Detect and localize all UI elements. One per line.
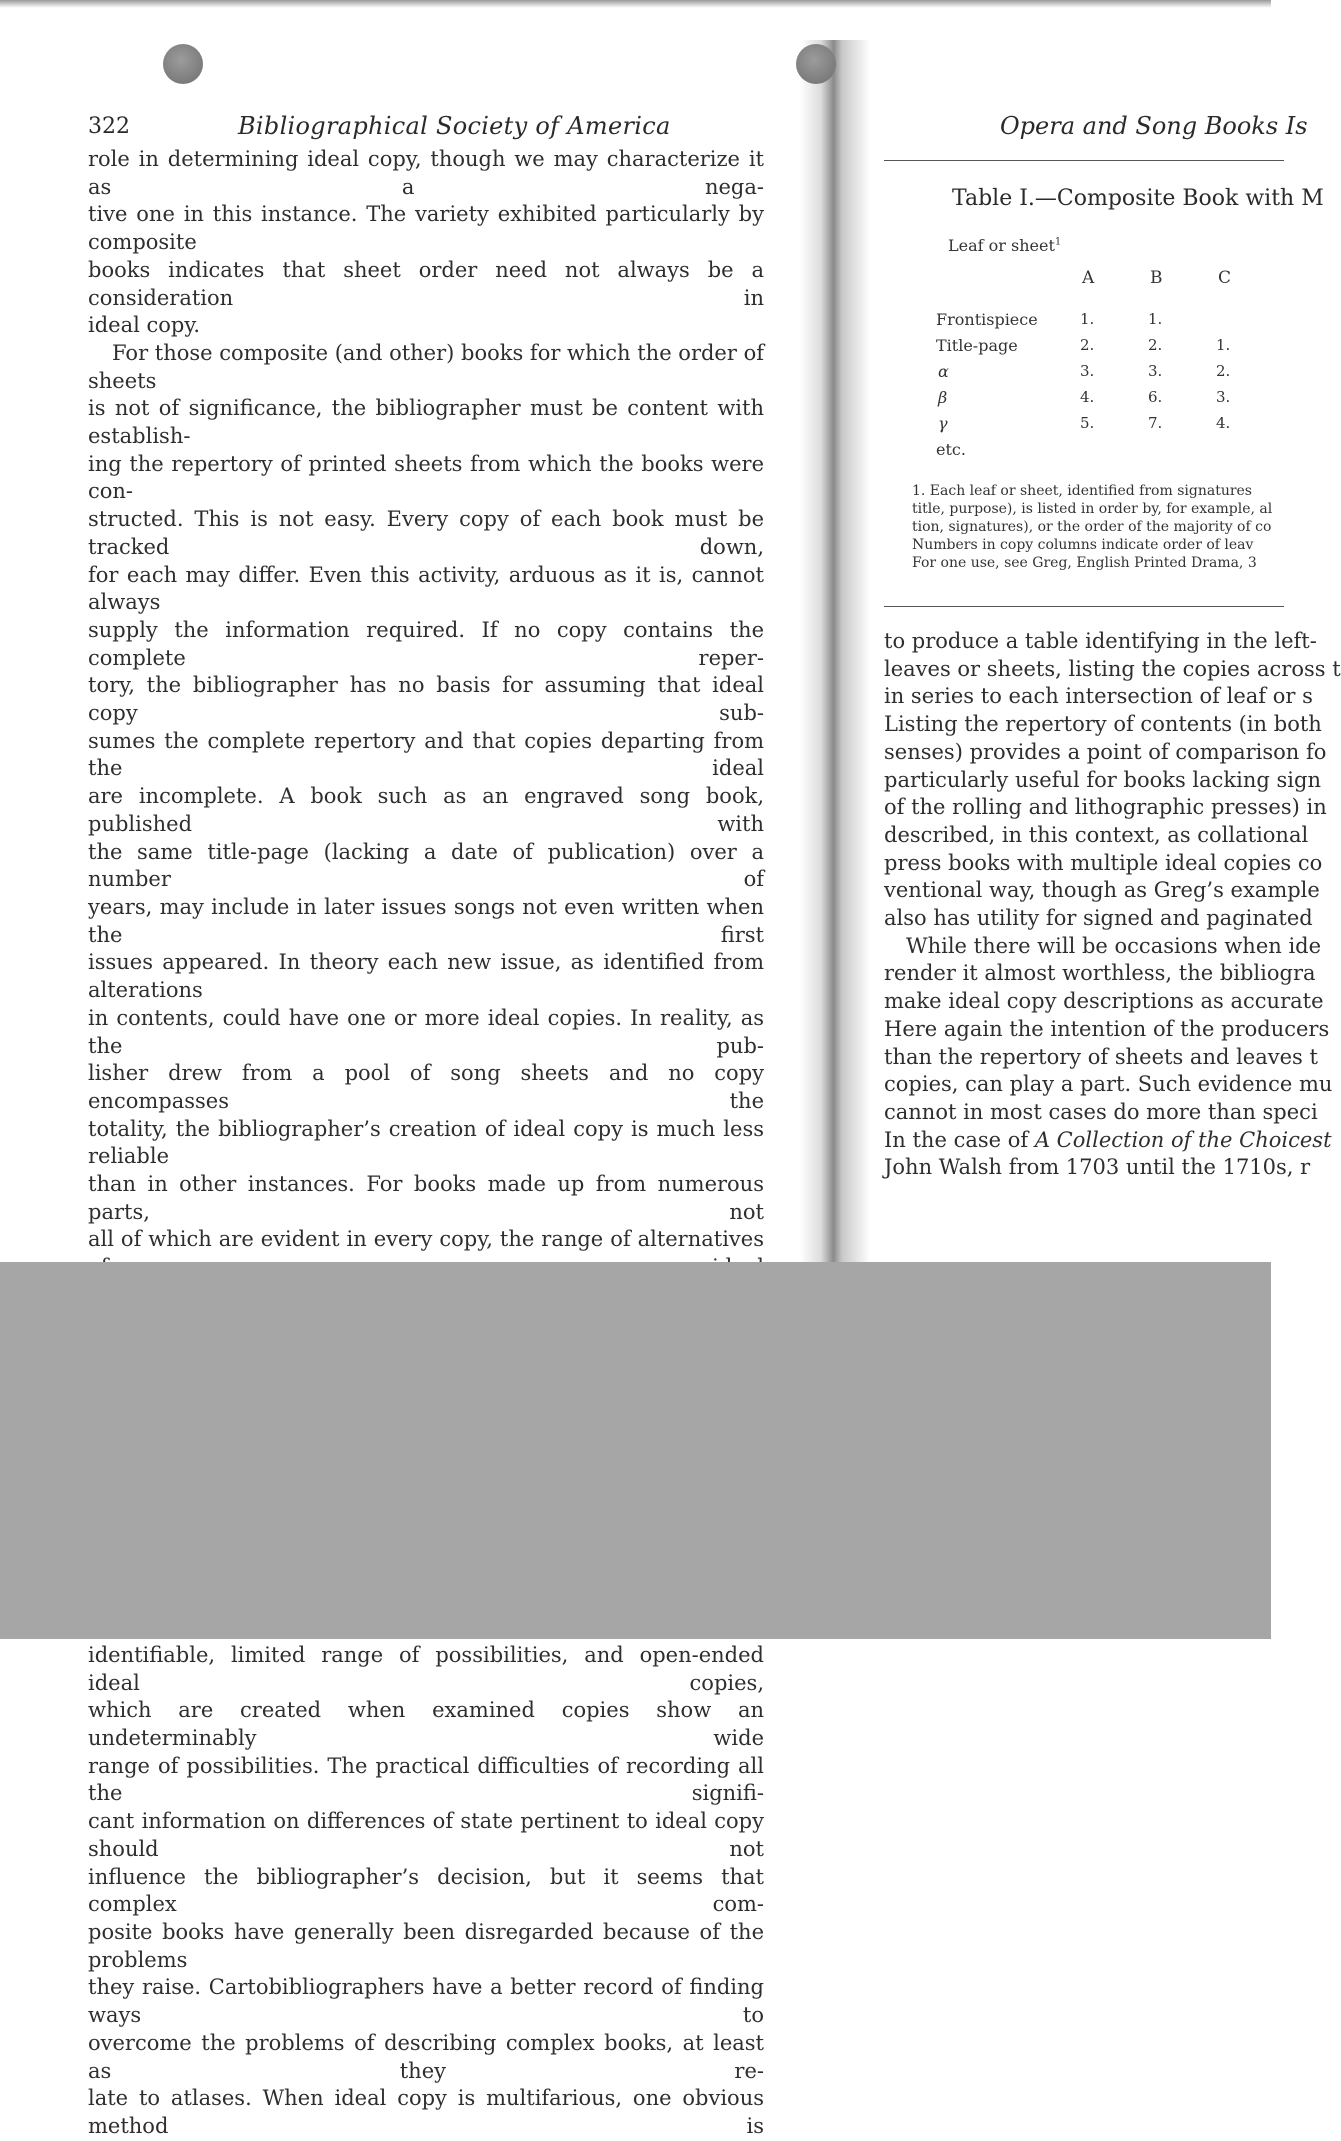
column-header: B — [1150, 268, 1163, 288]
right-page-header — [884, 108, 1308, 156]
punch-hole-right — [796, 44, 836, 84]
text-line: in series to each intersection of leaf or s — [884, 684, 1313, 709]
table-cell: 3. — [1148, 362, 1163, 380]
text-line: all of which are evident in every copy, the range of alternatives — [88, 1227, 764, 1252]
table-cell: 1. — [1148, 310, 1163, 328]
table-cell: 2. — [1080, 336, 1095, 354]
table-cell: 5. — [1080, 414, 1095, 432]
text-line: While there will be occasions when ide — [906, 933, 1322, 958]
text-line: overcome the problems of describing complex books, at least as they re- — [88, 2030, 764, 2083]
text-line: issues appeared. In theory each new issue, as identified from alterations — [88, 950, 764, 1003]
running-title: Bibliographical Society of America — [238, 112, 671, 140]
left-page-header — [88, 108, 764, 146]
text-line: sumes the complete repertory and that copies departing from the ideal — [88, 728, 764, 781]
table-cell: 4. — [1080, 388, 1095, 406]
table-cell: 3. — [1080, 362, 1095, 380]
text-line: John Walsh from 1703 until the 1710s, r — [884, 1155, 1311, 1180]
text-line: role in determining ideal copy, though we may characterize it as a nega- — [88, 147, 764, 199]
leaf-column-header: Leaf or sheet$^1$ — [948, 236, 1062, 255]
text-line: In the case of A Collection of the Choicest — [884, 1127, 1332, 1152]
table-cell: 1. — [1080, 310, 1095, 328]
text-line: range of possibilities. The practical difficulties of recording all the signifi- — [88, 1753, 764, 1806]
table-cell: 2. — [1216, 362, 1231, 380]
table-cell: 4. — [1216, 414, 1231, 432]
book-gutter — [800, 40, 870, 1262]
row-label: β — [938, 388, 948, 407]
text-line: is not of significance, the bibliographer must be content with establish- — [88, 396, 764, 449]
column-header: C — [1218, 268, 1232, 288]
text-line: identifiable, limited range of possibilities, and open-ended ideal copies, — [88, 1642, 764, 1695]
text-line: than in other instances. For books made up from numerous parts, not — [88, 1172, 764, 1224]
table-cell: 2. — [1148, 336, 1163, 354]
footnote-line: tion, signatures), or the order of the majority of co — [912, 519, 1272, 535]
left-body-text — [88, 146, 764, 2141]
text-line: the same title-page (lacking a date of publication) over a number of — [88, 839, 764, 892]
right-body-text — [884, 628, 1341, 1182]
table-cell: 7. — [1148, 414, 1163, 432]
text-line: leaves or sheets, listing the copies across t — [884, 656, 1341, 681]
punch-hole-left — [163, 44, 203, 84]
footnote-line: title, purpose), is listed in order by, for example, al — [912, 501, 1273, 517]
text-line: render it almost worthless, the bibliogra — [884, 961, 1316, 986]
text-line: Listing the repertory of contents (in both — [884, 712, 1322, 737]
text-line: ventional way, though as Greg’s example — [884, 878, 1320, 903]
text-line: lisher drew from a pool of song sheets and no copy encompasses the — [88, 1061, 764, 1113]
text-line: which are created when examined copies show an undeterminably wide — [88, 1698, 764, 1751]
text-line: influence the bibliographer’s decision, but it seems that complex com- — [88, 1864, 764, 1917]
table-caption: Table I.—Composite Book with M — [952, 186, 1324, 211]
text-line: in contents, could have one or more ideal copies. In reality, as the pub- — [88, 1005, 764, 1058]
text-line: posite books have generally been disregarded because of the problems — [88, 1920, 764, 1972]
text-line: than the repertory of sheets and leaves t — [884, 1044, 1318, 1069]
right-running-title: Opera and Song Books Is — [1000, 112, 1308, 140]
text-line: ideal copy. — [88, 313, 201, 338]
left-page — [88, 108, 764, 2141]
row-label: Frontispiece — [936, 310, 1038, 329]
table-cell: 6. — [1148, 388, 1163, 406]
text-line: supply the information required. If no copy contains the complete reper- — [88, 617, 764, 670]
text-line: years, may include in later issues songs not even written when the first — [88, 894, 764, 947]
footnote-marker: 1 — [1054, 236, 1062, 248]
text-line: copies, can play a part. Such evidence mu — [884, 1072, 1333, 1097]
text-line: books indicates that sheet order need not always be a consideration in — [88, 257, 764, 310]
right-page — [884, 108, 1341, 1258]
text-line: make ideal copy descriptions as accurate — [884, 989, 1324, 1014]
text-line: press books with multiple ideal copies co — [884, 850, 1323, 875]
text-line: also has utility for signed and paginated — [884, 906, 1313, 931]
text-line: senses) provides a point of comparison fo — [884, 739, 1327, 764]
text-line: structed. This is not easy. Every copy of each book must be tracked down, — [88, 507, 764, 559]
text-line: particularly useful for books lacking sign — [884, 767, 1321, 792]
row-label: Title-page — [936, 336, 1018, 355]
footnote-line: Numbers in copy columns indicate order of leav — [912, 537, 1254, 553]
table-cell: 1. — [1216, 336, 1231, 354]
table-top-rule — [884, 160, 1284, 161]
text-line: tive one in this instance. The variety exhibited particularly by composite — [88, 202, 764, 255]
table-cell: 3. — [1216, 388, 1231, 406]
text-line: tory, the bibliographer has no basis for assuming that ideal copy sub- — [88, 673, 764, 726]
text-line: cannot in most cases do more than speci — [884, 1099, 1318, 1124]
table-bottom-rule — [884, 606, 1284, 607]
footnote-line: 1. Each leaf or sheet, identified from signatures — [912, 483, 1252, 499]
text-line: totality, the bibliographer’s creation of ideal copy is much less reliable — [88, 1116, 764, 1169]
text-line: they raise. Cartobibliographers have a better record of finding ways to — [88, 1975, 764, 2028]
column-header: A — [1082, 268, 1095, 288]
scanner-background — [0, 1262, 1271, 1639]
scan-shadow — [0, 0, 1271, 8]
table-footnote — [912, 482, 1272, 572]
row-label: α — [938, 362, 949, 381]
text-line: for each may differ. Even this activity, arduous as it is, cannot always — [88, 562, 764, 615]
page-number: 322 — [88, 114, 130, 139]
text-line: For those composite (and other) books for which the order of sheets — [88, 340, 764, 393]
footnote-line: For one use, see Greg, English Printed Drama, 3 — [912, 555, 1257, 571]
text-line: Here again the intention of the producers — [884, 1016, 1330, 1041]
row-label: etc. — [936, 440, 966, 459]
text-line: ing the repertory of printed sheets from which the books were con- — [88, 451, 764, 504]
text-line: are incomplete. A book such as an engraved song book, published with — [88, 784, 764, 836]
text-line: to produce a table identifying in the left- — [884, 629, 1317, 653]
row-label: γ — [938, 414, 948, 433]
text-line: described, in this context, as collational — [884, 822, 1309, 847]
text-line: late to atlases. When ideal copy is multifarious, one obvious method is — [88, 2086, 764, 2138]
text-line: cant information on differences of state pertinent to ideal copy should not — [88, 1809, 764, 1861]
text-line: of the rolling and lithographic presses) in — [884, 795, 1327, 820]
